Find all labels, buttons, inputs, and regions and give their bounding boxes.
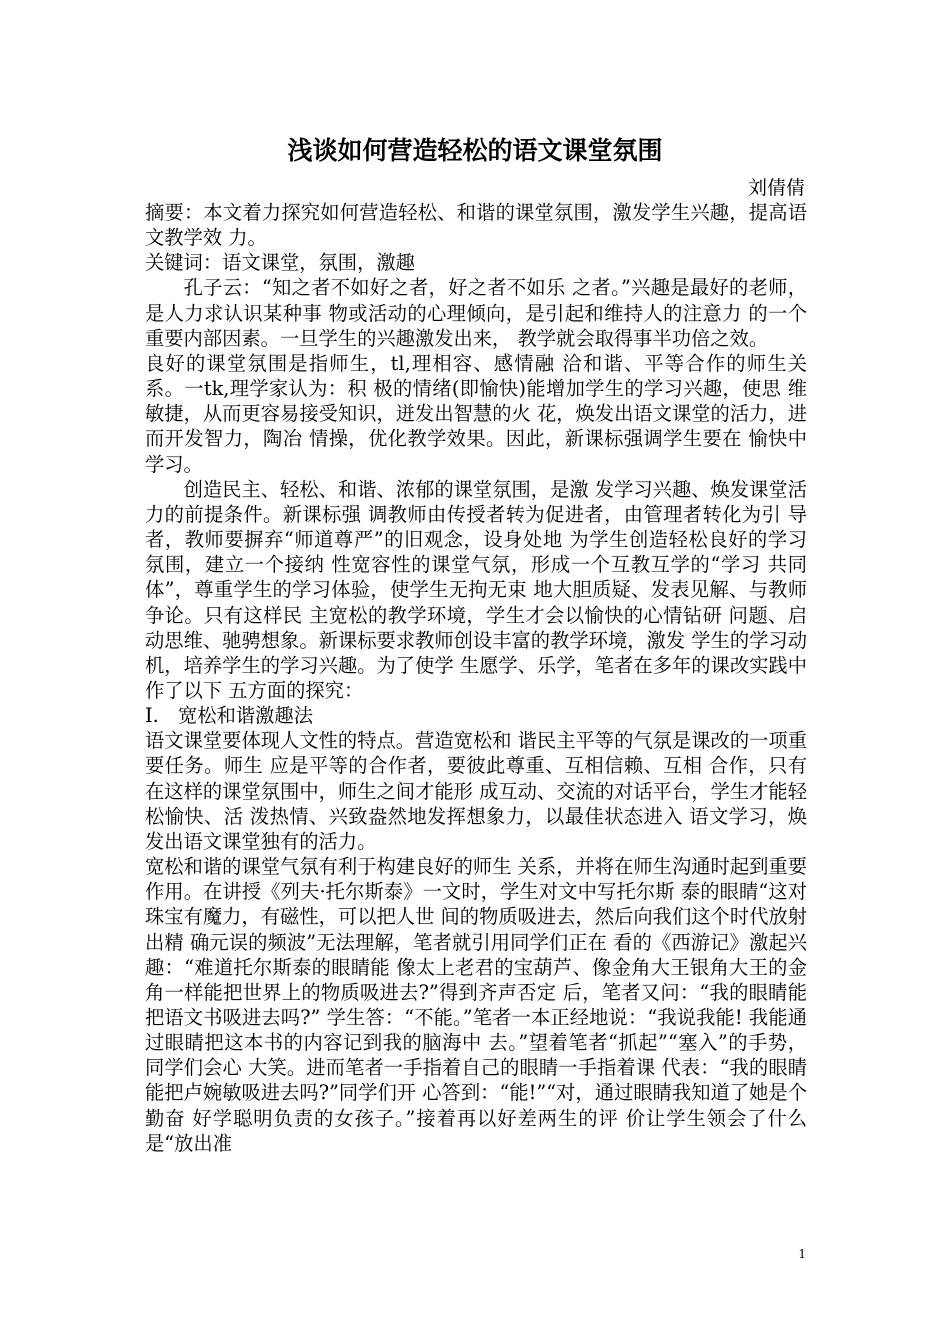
document-title: 浅谈如何营造轻松的语文课堂氛围 [287, 136, 663, 165]
body-paragraph: 良好的课堂氛围是指师生，tl,理相容、感情融 洽和谐、平等合作的师生关系。一tk,理学家认为：积 极的情绪(即愉快)能增加学生的学习兴趣，使思 维敏捷，从而更容易接受知识，迸发出智慧的火 花，焕发出语文课堂的活力，进而开发智力，陶冶 情操，优化教学效果。因此，新课标强调学生要在 愉快中学习。 [145, 351, 807, 476]
abstract-paragraph: 摘要：本文着力探究如何营造轻松、和谐的课堂氛围，激发学生兴趣，提高语文教学效 力。 [145, 201, 807, 250]
document-author: 刘倩倩 [747, 177, 805, 199]
document-body [145, 200, 807, 1156]
body-paragraph: 宽松和谐的课堂气氛有利于构建良好的师生 关系，并将在师生沟通时起到重要作用。在讲授《列夫·托尔斯泰》一文时，学生对文中写托尔斯 泰的眼睛“这对珠宝有魔力，有磁性，可以把人世 间的物质吸进去，然后向我们这个时代放射出精 确元误的频波”无法理解，笔者就引用同学们正在 看的《西游记》激起兴趣：“难道托尔斯泰的眼睛能 像太上老君的宝葫芦、像金角大王银角大王的金 角一样能把世界上的物质吸进去?”得到齐声否定 后，笔者又问：“我的眼睛能把语文书吸进去吗?” 学生答：“不能。”笔者一本正经地说：“我说我能! 我能通过眼睛把这本书的内容记到我的脑海中 去。”望着笔者“抓起”“塞入”的手势，同学们会心 大笑。进而笔者一手指着自己的眼睛一手指着课 代表：“我的眼睛能把卢婉敏吸进去吗?”同学们开 心答到：“能!”“对，通过眼睛我知道了她是个勤奋 好学聪明负责的女孩子。”接着再以好差两生的评 价让学生领会了什么是“放出准 [145, 855, 807, 1155]
page-number: 1 [798, 1247, 806, 1261]
section-heading: I. 宽松和谐激趣法 [145, 704, 313, 728]
body-paragraph: 创造民主、轻松、和谐、浓郁的课堂氛围，是激 发学习兴趣、焕发课堂活力的前提条件。新课标强 调教师由传授者转为促进者，由管理者转化为引 导者，教师要摒弃“师道尊严”的旧观念，设身处地 为学生创造轻松良好的学习氛围，建立一个接纳 性宽容性的课堂气氛，形成一个互教互学的“学习 共同体”，尊重学生的学习体验，使学生无拘无束 地大胆质疑、发表见解、与教师争论。只有这样民 主宽松的教学环境，学生才会以愉快的心情钻研 问题、启动思维、驰骋想象。新课标要求教师创设丰富的教学环境，激发 学生的学习动机，培养学生的学习兴趣。为了使学 生愿学、乐学，笔者在多年的课改实践中作了以下 五方面的探究： [145, 477, 807, 702]
body-paragraph: 语文课堂要体现人文性的特点。营造宽松和 谐民主平等的气氛是课改的一项重要任务。师生 应是平等的合作者，要彼此尊重、互相信赖、互相 合作，只有在这样的课堂氛围中，师生之间才能形 成互动、交流的对话平台，学生才能轻松愉快、活 泼热情、兴致盎然地发挥想象力，以最佳状态进入 语文学习，焕发出语文课堂独有的活力。 [145, 729, 807, 853]
body-paragraph: 孔子云：“知之者不如好之者，好之者不如乐 之者。”兴趣是最好的老师，是人力求认识某种事 物或活动的心理倾向，是引起和维持人的注意力 的一个重要内部因素。一旦学生的兴趣激发出来， 教学就会取得事半功倍之效。 [145, 276, 807, 350]
keywords-paragraph: 关键词：语文课堂，氛围，激趣 [145, 251, 415, 275]
